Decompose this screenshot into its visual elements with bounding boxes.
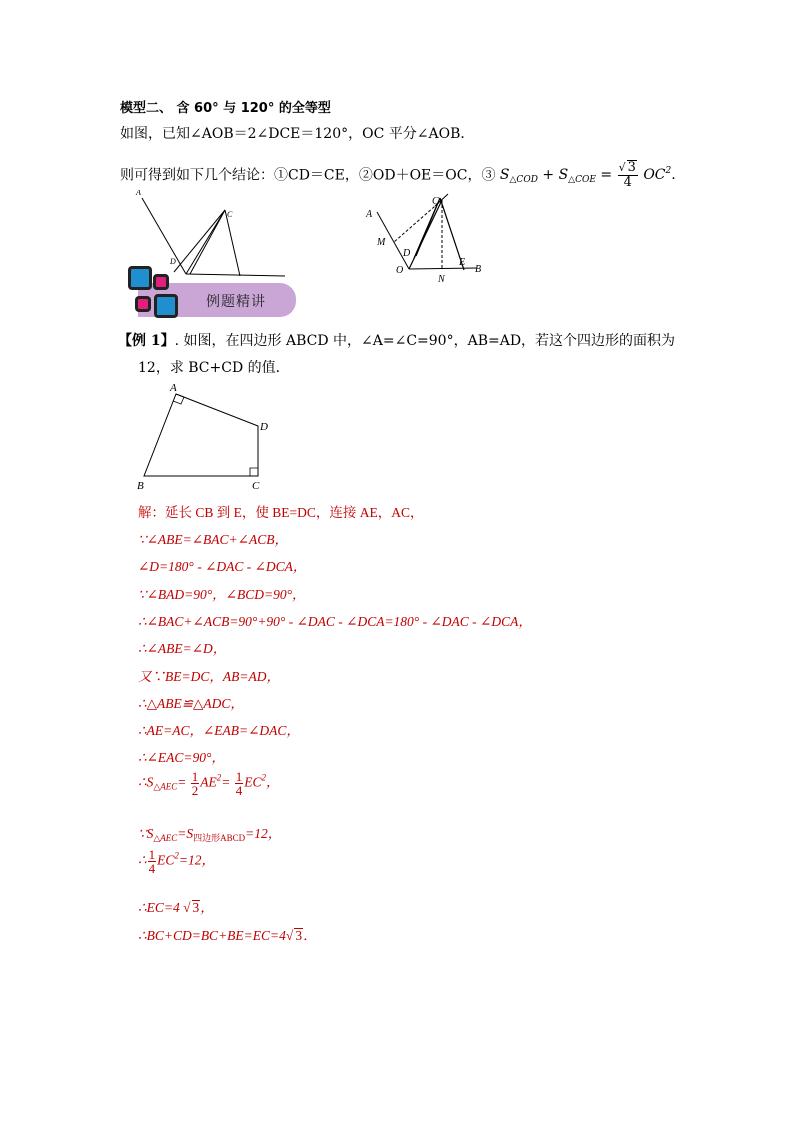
solution-line-11: $\therefore S_{\triangle AEC}=$ $\frac{1}{2}$ $AE^2=$ $\frac{1}{4}$ $EC^2$， xyxy=(138,769,280,798)
quadrilateral-figure xyxy=(134,382,274,492)
ray-ob xyxy=(186,274,285,276)
label-a: A xyxy=(170,382,177,394)
label-n: N xyxy=(438,274,445,285)
example-tag: 【例 1】 xyxy=(118,333,175,349)
solution-line-8: ∴△ABE≌△ADC， xyxy=(138,696,244,711)
ray-ob xyxy=(409,268,477,269)
solution-line-1: 解：延长 CB 到 E，使 BE=DC，连接 AE，AC， xyxy=(138,505,424,520)
conclusion-3-formula: $S_{\triangle COD} + S_{\triangle COE}$ = $\frac{√ 3}{4}$ $OC^2$. xyxy=(499,160,676,190)
label-c: C xyxy=(432,196,439,207)
label-b: B xyxy=(137,480,144,492)
label-d: D xyxy=(260,421,268,433)
ray-oa xyxy=(142,198,186,274)
solution-line-2: ∵∠ABE=∠BAC+∠ACB， xyxy=(138,532,288,547)
solution-line-4: ∵∠BAD=90°，∠BCD=90°， xyxy=(138,587,306,602)
conclusions-line xyxy=(120,160,676,190)
solution-line-7: 又∵BE=DC，AB=AD， xyxy=(138,669,280,684)
example-line-1: 【例 1】. 如图，在四边形 ABCD 中，∠A=∠C=90°，AB=AD，若这个四边形的面积为 xyxy=(118,333,676,349)
right-angle-c xyxy=(250,468,258,476)
label-a: A xyxy=(366,209,373,220)
line-oc xyxy=(186,210,225,274)
figure-right xyxy=(362,192,492,287)
label-d: D xyxy=(170,257,176,266)
tile-blue-bottom xyxy=(154,294,178,318)
label-b: B xyxy=(475,264,482,275)
solution-line-13: ∴ $\frac{1}{4}$ $EC^2=12$， xyxy=(138,847,215,876)
label-m: M xyxy=(377,237,386,248)
line-ce xyxy=(225,210,240,276)
quadrilateral-abcd xyxy=(144,394,258,476)
solution-line-9: ∴AE=AC，∠EAB=∠DAC， xyxy=(138,723,300,738)
label-a: A xyxy=(136,190,141,197)
tile-pink-top xyxy=(153,274,169,290)
label-o: O xyxy=(396,265,404,276)
solution-line-10: ∴∠EAC=90°， xyxy=(138,750,225,765)
section-heading: 模型二、 含 60° 与 120° 的全等型 xyxy=(120,101,331,116)
banner-label: 例题精讲 xyxy=(206,294,266,310)
solution-line-14: ∴EC=4 √ 3， xyxy=(138,900,214,915)
line-cd xyxy=(174,210,225,272)
conclusions-prefix: 则可得到如下几个结论：①CD＝CE，②OD＋OE＝OC，③ xyxy=(120,167,496,184)
solution-line-6: ∴∠ABE=∠D， xyxy=(138,641,227,656)
label-e: E xyxy=(459,257,466,268)
solution-line-15: ∴BC+CD=BC+BE=EC=4√ 3． xyxy=(138,928,317,943)
example-line-2: 12，求 BC+CD 的值． xyxy=(138,360,290,376)
line-d xyxy=(414,198,440,258)
solution-line-12: $\because S_{\triangle AEC}=S_{四边形ABCD}=12$， xyxy=(138,826,282,843)
solution-line-3: ∠D=180° - ∠DAC - ∠DCA， xyxy=(138,559,307,574)
solution-line-5: ∴∠BAC+∠ACB=90°+90° - ∠DAC - ∠DCA=180° - ∠DAC - ∠DCA， xyxy=(138,614,532,629)
banner-icon xyxy=(126,266,180,320)
label-c: C xyxy=(227,210,233,219)
line-cd2 xyxy=(190,210,225,274)
label-c: C xyxy=(252,480,260,492)
tile-pink-bottom xyxy=(135,296,151,312)
label-d: D xyxy=(403,248,411,259)
tile-blue-top xyxy=(128,266,152,290)
given-statement: 如图，已知∠AOB＝2∠DCE＝120°，OC 平分∠AOB． xyxy=(120,126,475,142)
